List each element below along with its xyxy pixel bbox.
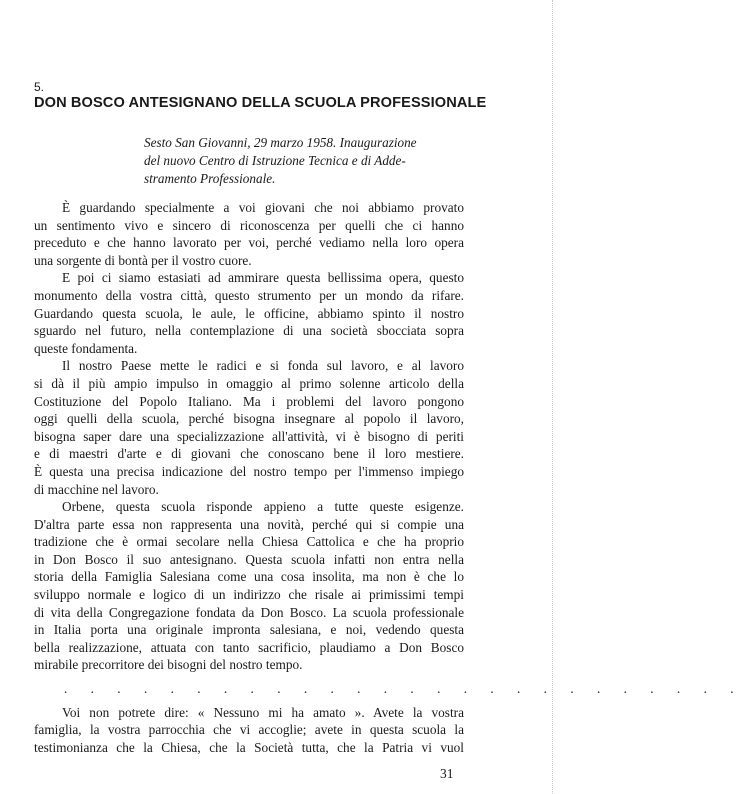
text-line: famiglia, la vostra parrocchia che vi accoglie; avete in questa scuola la xyxy=(34,722,464,738)
text-line: si dà il più ampio impulso in omaggio al primo solenne articolo della xyxy=(34,375,464,391)
text-line: tradizione che è ormai secolare nella Chiesa Cattolica e che ha proprio xyxy=(34,534,464,550)
dedication-line: Sesto San Giovanni, 29 marzo 1958. Inaugurazione xyxy=(144,135,417,150)
text-line: E poi ci siamo estasiati ad ammirare questa bellissima opera, questo xyxy=(62,270,464,286)
text-line: bella realizzazione, attuata con tanto sacrificio, plaudiamo a Don Bosco xyxy=(34,639,464,655)
text-line: una sorgente di bontà per il vostro cuore. xyxy=(34,252,252,268)
text-line: preceduto e che hanno lavorato per voi, perché vediamo nella loro opera xyxy=(34,235,464,251)
text-line: Orbene, questa scuola risponde appieno a tutte queste esigenze. xyxy=(62,499,464,515)
page-number: 31 xyxy=(440,766,454,781)
text-line: mirabile precorritore dei bisogni del nostro tempo. xyxy=(34,657,303,673)
text-line: di vita della Congregazione fondata da Don Bosco. La scuola professionale xyxy=(34,604,464,620)
text-line: in Don Bosco il suo antesignano. Questa scuola infatti non entra nella xyxy=(34,551,464,567)
text-line: in Italia porta una originale impronta salesiana, e noi, vedendo questa xyxy=(34,622,464,638)
chapter-title: DON BOSCO ANTESIGNANO DELLA SCUOLA PROFESSIONALE xyxy=(34,95,487,111)
ellipsis-separator: . . . . . . . . . . . . . . . . . . . . . . . . . . xyxy=(64,681,744,697)
text-line: un sentimento vivo e sincero di riconoscenza per quelli che ci hanno xyxy=(34,217,464,233)
text-line: sviluppo normale e logico di un indirizzo che risale ai primissimi tempi xyxy=(34,587,464,603)
text-line: di macchine nel lavoro. xyxy=(34,481,159,497)
dedication-line: stramento Professionale. xyxy=(144,171,276,186)
text-line: oggi quelli della scuola, perché bisogna insegnare al popolo il lavoro, xyxy=(34,411,464,427)
page-edge xyxy=(551,0,553,794)
text-line: È questa una precisa indicazione del nostro tempo per l'immenso impiego xyxy=(34,463,464,479)
text-line: Il nostro Paese mette le radici e si fonda sul lavoro, e al lavoro xyxy=(62,358,464,374)
text-line: Voi non potrete dire: « Nessuno mi ha amato ». Avete la vostra xyxy=(62,704,464,720)
dedication-line: del nuovo Centro di Istruzione Tecnica e di Adde- xyxy=(144,153,406,168)
text-line: storia della Famiglia Salesiana come una cosa insolita, ma non è che lo xyxy=(34,569,464,585)
text-line: queste fondamenta. xyxy=(34,340,138,356)
text-line: e di maestri d'arte e di giovani che conoscano bene il loro mestiere. xyxy=(34,446,464,462)
text-line: bisogna saper dare una specializzazione all'attività, vi è bisogno di periti xyxy=(34,428,464,444)
text-line: monumento della vostra città, questo strumento per un mondo da rifare. xyxy=(34,287,464,303)
text-line: sguardo nel futuro, nella contemplazione di una società sbocciata sopra xyxy=(34,323,464,339)
text-line: testimonianza che la Chiesa, che la Società tutta, che la Patria vi vuol xyxy=(34,739,464,755)
dedication xyxy=(144,134,464,188)
text-line: Costituzione del Popolo Italiano. Ma i problemi del lavoro pongono xyxy=(34,393,464,409)
chapter-number: 5. xyxy=(34,80,45,94)
text-line: Guardando questa scuola, le aule, le officine, abbiamo spinto il nostro xyxy=(34,305,464,321)
text-line: D'altra parte essa non rappresenta una novità, perché qui si compie una xyxy=(34,516,464,532)
body-text xyxy=(34,199,744,756)
text-line: È guardando specialmente a voi giovani che noi abbiamo provato xyxy=(62,200,464,215)
